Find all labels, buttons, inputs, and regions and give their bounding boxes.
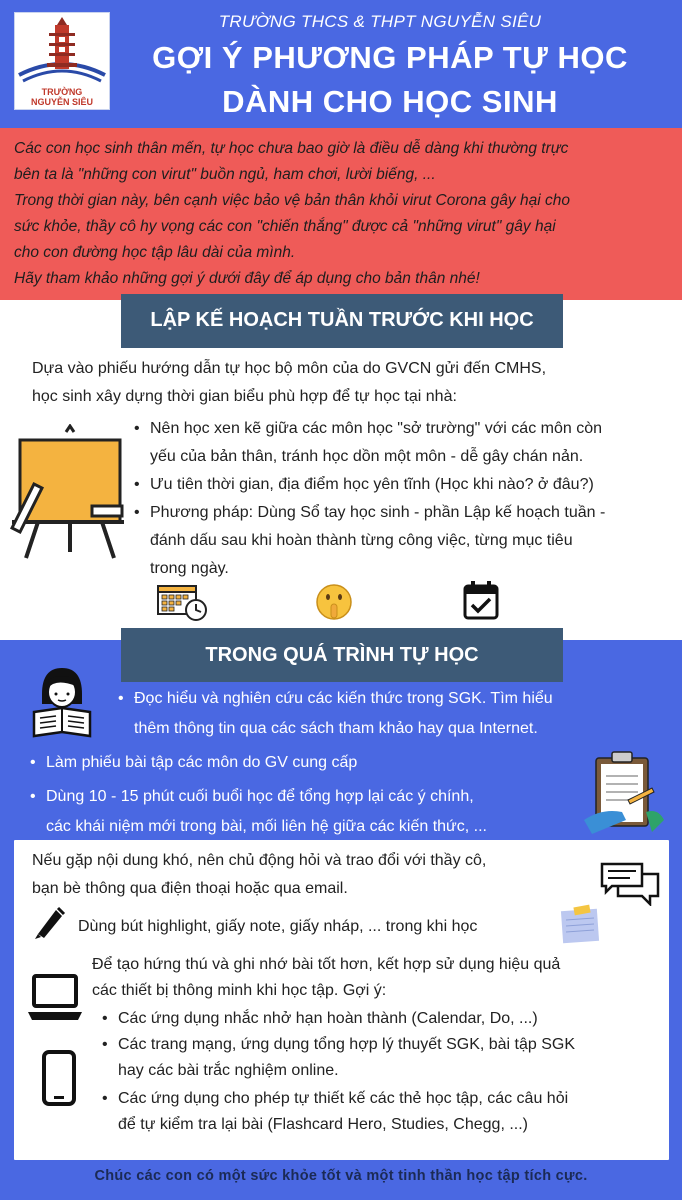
ask-line2: bạn bè thông qua điện thoại hoặc qua email. [32,880,348,897]
intro-line: Các con học sinh thân mến, tự học chưa bao giờ là điều dễ dàng khi thường trực [14,140,569,157]
study-bullet-1b: thêm thông tin qua các sách tham khảo hay qua Internet. [134,720,538,737]
tips-box [14,840,669,1160]
calendar-clock-icon [156,582,208,622]
device-tip-1: • Các ứng dụng nhắc nhở hạn hoàn thành (Calendar, Do, ...) [118,1006,658,1032]
student-reading-icon [30,664,94,738]
device-tip-3a: • Các ứng dụng cho phép tự thiết kế các thẻ học tập, các câu hỏi [118,1086,658,1112]
device-tip-2b: hay các bài trắc nghiệm online. [118,1062,339,1079]
school-logo [14,12,110,110]
self-study-heading: TRONG QUÁ TRÌNH TỰ HỌC [121,628,563,682]
logo-text-bottom: NGUYỄN SIÊU [30,97,93,107]
page-title-line1: GỢI Ý PHƯƠNG PHÁP TỰ HỌC [152,40,628,75]
plan-heading: LẬP KẾ HOẠCH TUẦN TRƯỚC KHI HỌC [121,294,563,348]
device-tip-3b: để tự kiểm tra lại bài (Flashcard Hero, Studies, Chegg, ...) [118,1116,528,1133]
header [0,0,682,128]
sticky-note-icon [556,904,602,946]
plan-bullet-1b: yếu của bản thân, tránh học dồn một môn - dễ gây chán nản. [150,448,584,465]
chat-bubbles-icon [600,862,662,906]
pen-icon [32,904,68,940]
intro-line: bên ta là "những con virut" buồn ngủ, ham chơi, lười biếng, ... [14,166,436,183]
study-bullet-2: • Làm phiếu bài tập các môn do GV cung cấp [46,750,586,776]
laptop-icon [26,972,84,1022]
plan-bullet-3b: đánh dấu sau khi hoàn thành từng công việc, từng mục tiêu [150,532,573,549]
intro-line: cho con đường học tập lâu dài của mình. [14,244,296,261]
plan-section [0,300,682,640]
plan-bullet-2: • Ưu tiên thời gian, địa điểm học yên tĩnh (Học khi nào? ở đâu?) [150,472,680,498]
pagoda-icon [15,13,109,87]
plan-intro-line: học sinh xây dựng thời gian biểu phù hợp để tự học tại nhà: [32,388,457,405]
clipboard-icon [582,750,666,838]
study-bullet-1a: • Đọc hiểu và nghiên cứu các kiến thức trong SGK. Tìm hiểu [134,686,674,712]
easel-icon [8,424,126,562]
intro-line: Trong thời gian này, bên cạnh việc bảo vệ bản thân khỏi virut Corona gây hại cho [14,192,570,209]
intro-line: sức khỏe, thầy cô hy vọng các con "chiến thắng" được cả "những virut" gây hại [14,218,556,235]
devices-line2: các thiết bị thông minh khi học tập. Gợi ý: [92,982,387,999]
plan-bullet-3c: trong ngày. [150,560,229,577]
devices-line1: Để tạo hứng thú và ghi nhớ bài tốt hơn, kết hợp sử dụng hiệu quả [92,956,561,973]
plan-bullet-3a: • Phương pháp: Dùng Sổ tay học sinh - phần Lập kế hoạch tuần - [150,500,680,526]
ask-line1: Nếu gặp nội dung khó, nên chủ động hỏi và trao đổi với thầy cô, [32,852,487,869]
page-title-line2: DÀNH CHO HỌC SINH [222,84,558,119]
highlight-tip: Dùng bút highlight, giấy note, giấy nháp, ... trong khi học [78,918,478,935]
school-name: TRƯỜNG THCS & THPT NGUYỄN SIÊU [218,12,542,31]
study-bullet-3b: các khái niệm mới trong bài, mối liên hệ giữa các kiến thức, ... [46,818,487,835]
shush-face-icon [314,582,354,622]
footer-message: Chúc các con có một sức khỏe tốt và một tinh thần học tập tích cực. [94,1168,588,1184]
intro-line: Hãy tham khảo những gợi ý dưới đây để áp dụng cho bản thân nhé! [14,270,480,287]
study-bullet-3a: • Dùng 10 - 15 phút cuối buổi học để tổng hợp lại các ý chính, [46,784,586,810]
smartphone-icon [40,1050,78,1106]
logo-text-top: TRƯỜNG [41,87,83,97]
calendar-check-icon [462,580,500,620]
device-tip-2a: • Các trang mạng, ứng dụng tổng hợp lý thuyết SGK, bài tập SGK [118,1032,658,1058]
plan-bullet-1a: • Nên học xen kẽ giữa các môn học "sở trường" với các môn còn [150,416,680,442]
plan-intro-line: Dựa vào phiếu hướng dẫn tự học bộ môn của do GVCN gửi đến CMHS, [32,360,547,377]
intro-panel [0,128,682,300]
